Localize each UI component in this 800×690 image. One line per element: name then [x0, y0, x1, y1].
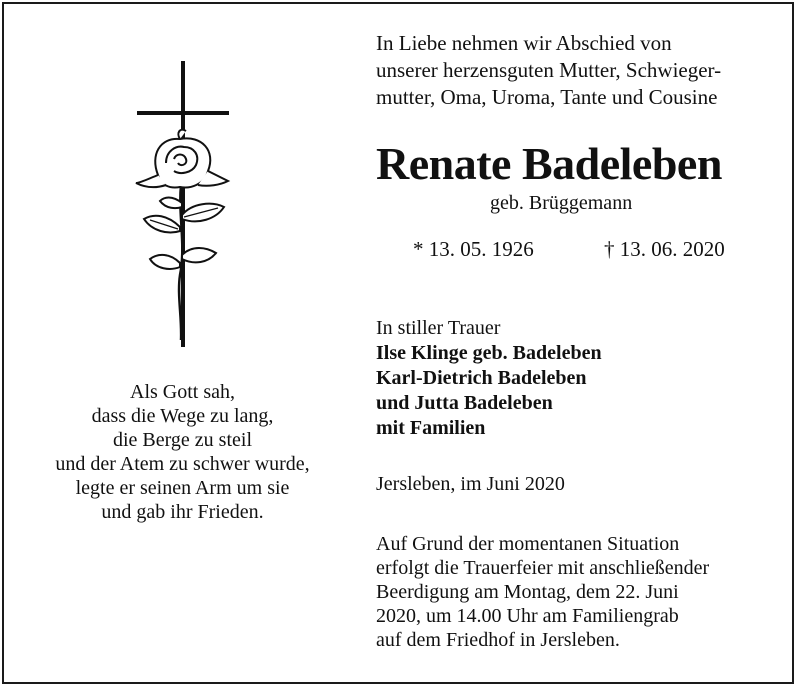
notice-line: auf dem Friedhof in Jersleben. — [376, 629, 620, 651]
notice-line: Beerdigung am Montag, dem 22. Juni — [376, 581, 679, 603]
notice-line: erfolgt die Trauerfeier mit anschließender — [376, 557, 710, 579]
poem-line: legte er seinen Arm um sie — [75, 477, 290, 499]
poem — [20, 380, 345, 524]
poem-line: Als Gott sah, — [130, 381, 235, 403]
poem-line: und gab ihr Frieden. — [101, 501, 264, 523]
mourner-line: und Jutta Badeleben — [376, 392, 553, 414]
notice-line: 2020, um 14.00 Uhr am Familiengrab — [376, 605, 679, 627]
place-date: Jersleben, im Juni 2020 — [376, 473, 565, 495]
poem-line: und der Atem zu schwer wurde, — [55, 453, 310, 475]
mourner-line: mit Familien — [376, 417, 486, 439]
poem-line: die Berge zu steil — [112, 429, 253, 451]
cross-with-rose-icon — [120, 55, 240, 350]
intro-text — [376, 30, 721, 111]
mourner-line: Ilse Klinge geb. Badeleben — [376, 342, 602, 364]
mourner-line: Karl-Dietrich Badeleben — [376, 367, 587, 389]
intro-line: unserer herzensguten Mutter, Schwieger- — [376, 58, 722, 82]
intro-line: mutter, Oma, Uroma, Tante und Cousine — [376, 85, 718, 109]
birth-date: * 13. 05. 1926 — [413, 237, 534, 261]
death-date: † 13. 06. 2020 — [604, 237, 725, 261]
funeral-notice — [376, 532, 709, 652]
mourning-intro: In stiller Trauer — [376, 317, 501, 339]
poem-line: dass die Wege zu lang, — [91, 405, 274, 427]
intro-line: In Liebe nehmen wir Abschied von — [376, 31, 672, 55]
deceased-name: Renate Badeleben — [376, 138, 722, 189]
maiden-name: geb. Brüggemann — [490, 192, 633, 214]
notice-line: Auf Grund der momentanen Situation — [376, 533, 680, 555]
